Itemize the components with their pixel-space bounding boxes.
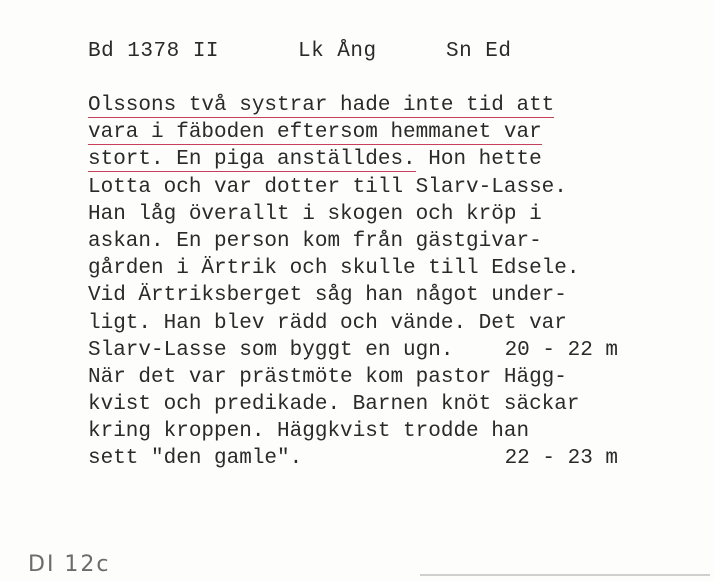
card-reference: Bd 1378 II: [88, 40, 220, 63]
card-edge-line: [420, 574, 710, 576]
text-line: Vid Ärtriksberget såg han något under-: [88, 284, 567, 308]
text-line: ligt. Han blev rädd och vände. Det var: [88, 311, 567, 335]
text-line: När det var prästmöte kom pastor Hägg-: [88, 365, 567, 389]
text-line: Han låg överallt i skogen och kröp i: [88, 202, 542, 226]
text-line: kvist och predikade. Barnen knöt säckar: [88, 393, 580, 417]
measurement-note: 20 - 22 m: [504, 338, 618, 362]
county-label: Lk Ång: [298, 40, 377, 63]
text-line: Slarv-Lasse som byggt en ugn. 20 - 22 m: [88, 337, 648, 364]
card-body: [88, 92, 648, 473]
parish-label: Sn Ed: [446, 40, 512, 63]
text-line: askan. En person kom från gästgivar-: [88, 229, 542, 253]
text-line: sett "den gamle". 22 - 23 m: [88, 445, 648, 472]
text-line: stort. En piga anställdes. Hon hette: [88, 148, 542, 172]
measurement-note: 22 - 23 m: [504, 447, 618, 471]
text-line: kring kroppen. Häggkvist trodde han: [88, 420, 530, 444]
text-line: Lotta och var dotter till Slarv-Lasse.: [88, 175, 567, 199]
text-line: gården i Ärtrik och skulle till Edsele.: [88, 257, 580, 281]
text-line: vara i fäboden eftersom hemmanet var: [88, 121, 542, 145]
text-line: Olssons två systrar hade inte tid att: [88, 94, 555, 117]
handwritten-mark: DI 12c: [28, 552, 111, 577]
